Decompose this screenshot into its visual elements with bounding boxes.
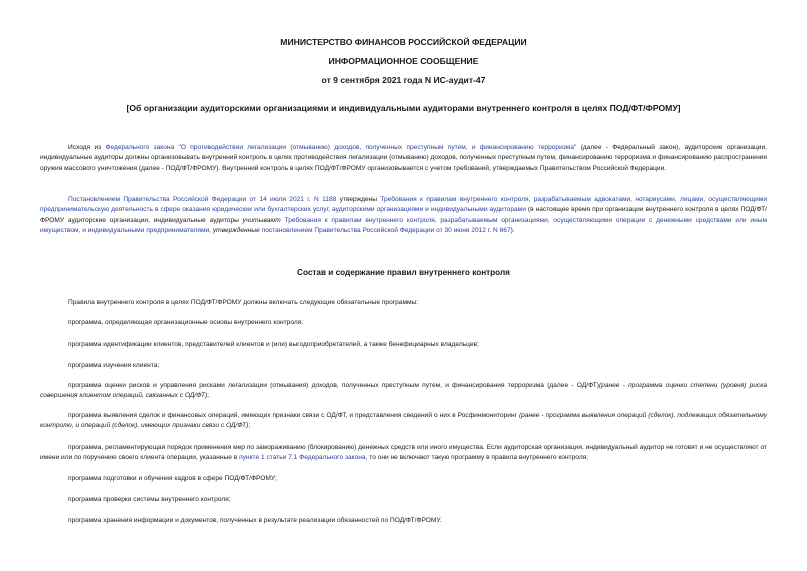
text: ). xyxy=(510,227,515,235)
text: Исходя из xyxy=(68,144,106,151)
list-item: программа изучения клиента; xyxy=(68,362,160,369)
emphasis-text: учитывают xyxy=(242,216,281,224)
resolution-667-link[interactable]: постановлением Правительства Российской Федерации от 30 июня 2012 г. N 667 xyxy=(261,227,511,235)
resolution-1188-link[interactable]: Постановлением Правительства Российской Федерации от 14 июля 2021 г. N 1188 xyxy=(68,196,337,203)
doc-type-heading: ИНФОРМАЦИОННОЕ СООБЩЕНИЕ xyxy=(328,56,479,66)
date-number-heading: от 9 сентября 2021 года N ИС-аудит-47 xyxy=(321,75,486,85)
emphasis-text: (ранее - программа оценки степени (уровня) риска совершения клиентом операций, связанных с ОД/ФТ) xyxy=(40,382,767,400)
ministry-heading: МИНИСТЕРСТВО ФИНАНСОВ РОССИЙСКОЙ ФЕДЕРАЦИИ xyxy=(280,37,527,47)
text: , xyxy=(209,227,213,235)
paragraph-intro xyxy=(40,143,767,174)
requirements-link[interactable]: Требования к правилам внутреннего контроля, разрабатываемым адвокатами, нотариусами, лицами, осуществляющими предпринимательскую деятельность в сфере оказания юридических или бухгалтерских услуг, аудиторскими организациями и индивидуальными аудиторами xyxy=(40,196,767,214)
list-item: программа, определяющая организационные основы внутреннего контроля; xyxy=(68,319,304,326)
list-intro: Правила внутреннего контроля в целях ПОД/ФТ/ФРОМУ должны включать следующие обязательные программы: xyxy=(68,299,419,306)
text: программа выявления сделок и финансовых операций, имеющих признаки связи с ОД/ФТ, и представления сведений о них в Росфинмониторинг xyxy=(68,412,519,419)
text: ; xyxy=(248,422,251,430)
text: , то они не включают такую программу в правила внутреннего контроля; xyxy=(365,454,589,462)
list-item: программа проверки системы внутреннего контроля; xyxy=(68,496,231,503)
requirements-667-link[interactable]: Требования к правилам внутреннего контроля, разрабатываемым организациями, осуществляющими операции с денежными средствами или иным имуществом, и индивидуальными предпринимателями xyxy=(40,216,767,235)
article-7-1-link[interactable]: пункте 1 статьи 7.1 Федерального закона xyxy=(239,454,366,462)
text: (далее - Федеральный закон), аудиторские организации, индивидуальные аудиторы должны организовывать внутренний контроль в целях противодействия легализации (отмыванию) доходов, полученных преступным путем, финансированию терроризма и финансированию распространения оружия массового уничтожения (далее - ПОД/ФТ/ФРОМУ). Внутренний контроль в целях ПОД/ФТ/ФРОМУ организовывается с учетом требований, утверждаемых Правительством Российской Федерации. xyxy=(40,144,767,172)
list-item xyxy=(40,381,767,402)
emphasis-text: утвержденные xyxy=(212,227,260,235)
text: утверждены xyxy=(336,196,381,203)
text: ; xyxy=(207,392,209,400)
text: программа, регламентирующая порядок применения мер по замораживанию (блокированию) денежных средств или иного имущества. Если аудиторская организация, индивидуальный аудитор не готовят и не осуществляют от имени или по поручению своего клиента операции, указанные в xyxy=(40,444,767,462)
text: (в настоящее время при организации внутреннего контроля в целях ПОД/ФТ/ФРОМУ аудиторские организации, индивидуальные аудиторы xyxy=(40,206,767,224)
list-item xyxy=(40,411,767,432)
list-item xyxy=(40,443,767,464)
list-item: программа подготовки и обучения кадров в сфере ПОД/ФТ/ФРОМУ; xyxy=(68,475,277,482)
list-item: программа хранения информации и документов, полученных в результате реализации обязанностей по ПОД/ФТ/ФРОМУ. xyxy=(68,517,442,524)
text: программа оценки рисков и управления рисками легализации (отмывания) доходов, полученных преступным путем, и финансирования терроризма (далее - ОД/ФТ) xyxy=(68,382,599,389)
federal-law-link[interactable]: Федерального закона "О противодействии легализации (отмыванию) доходов, полученных преступным путем, и финансированию терроризма" xyxy=(105,144,577,151)
emphasis-text: (ранее - программа выявления операций (сделок), подлежащих обязательному контролю, и операций (сделок), имеющих признаки связи с ОД/ФТ) xyxy=(40,412,767,430)
section-title: Состав и содержание правил внутреннего контроля xyxy=(297,268,510,277)
paragraph-requirements xyxy=(40,195,767,237)
document-title: [Об организации аудиторскими организациями и индивидуальными аудиторами внутреннего контроля в целях ПОД/ФТ/ФРОМУ] xyxy=(126,103,681,113)
list-item: программа идентификации клиентов, представителей клиентов и (или) выгодоприобретателей, а также бенефициарных владельцев; xyxy=(68,341,479,348)
